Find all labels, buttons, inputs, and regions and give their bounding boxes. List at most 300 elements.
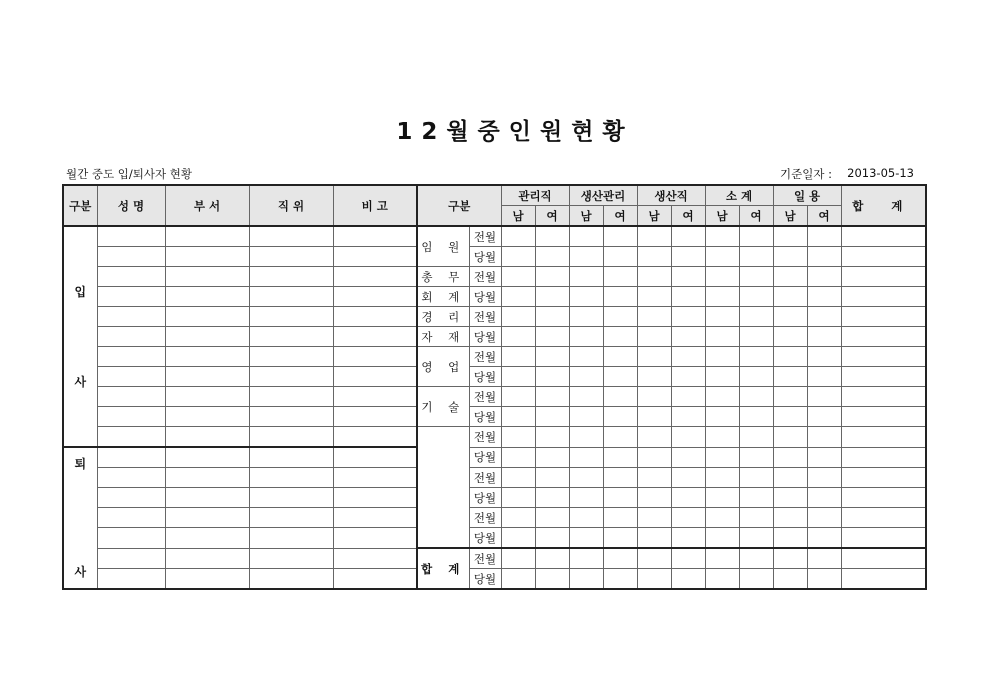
count-cell[interactable] xyxy=(841,488,926,508)
entry-cell[interactable] xyxy=(97,447,165,468)
count-cell[interactable] xyxy=(807,488,841,508)
count-cell[interactable] xyxy=(705,267,739,287)
entry-cell[interactable] xyxy=(249,367,333,387)
count-cell[interactable] xyxy=(671,267,705,287)
count-cell[interactable] xyxy=(807,508,841,528)
entry-cell[interactable] xyxy=(249,488,333,508)
section-out-char-2: 사 xyxy=(74,565,87,579)
row-period-label: 당월 xyxy=(469,447,501,468)
count-cell[interactable] xyxy=(705,287,739,307)
count-cell[interactable] xyxy=(603,427,637,448)
count-cell[interactable] xyxy=(841,528,926,549)
count-cell[interactable] xyxy=(807,427,841,448)
entry-cell[interactable] xyxy=(333,508,417,528)
entry-cell[interactable] xyxy=(97,347,165,367)
header-female: 여 xyxy=(535,206,569,227)
count-cell[interactable] xyxy=(671,468,705,488)
count-cell[interactable] xyxy=(501,427,535,448)
count-cell[interactable] xyxy=(569,548,603,569)
entry-cell[interactable] xyxy=(249,226,333,247)
section-in-char-2: 사 xyxy=(74,374,87,389)
count-cell[interactable] xyxy=(739,569,773,590)
count-cell[interactable] xyxy=(535,226,569,247)
count-cell[interactable] xyxy=(773,569,807,590)
count-cell[interactable] xyxy=(671,508,705,528)
count-cell[interactable] xyxy=(739,548,773,569)
entry-cell[interactable] xyxy=(165,347,249,367)
count-cell[interactable] xyxy=(535,287,569,307)
count-cell[interactable] xyxy=(807,569,841,590)
count-cell[interactable] xyxy=(807,468,841,488)
entry-cell[interactable] xyxy=(249,247,333,267)
count-cell[interactable] xyxy=(739,327,773,347)
count-cell[interactable] xyxy=(535,407,569,427)
count-cell[interactable] xyxy=(671,247,705,267)
count-cell[interactable] xyxy=(637,347,671,367)
entry-cell[interactable] xyxy=(97,367,165,387)
table-row xyxy=(63,307,926,327)
entry-cell[interactable] xyxy=(97,427,165,448)
entry-cell[interactable] xyxy=(333,528,417,549)
count-cell[interactable] xyxy=(739,387,773,407)
count-cell[interactable] xyxy=(535,548,569,569)
count-cell[interactable] xyxy=(637,327,671,347)
entry-cell[interactable] xyxy=(333,468,417,488)
count-cell[interactable] xyxy=(501,407,535,427)
entry-cell[interactable] xyxy=(249,387,333,407)
count-cell[interactable] xyxy=(739,267,773,287)
count-cell[interactable] xyxy=(705,427,739,448)
entry-cell[interactable] xyxy=(165,569,249,590)
count-cell[interactable] xyxy=(773,267,807,287)
count-cell[interactable] xyxy=(569,267,603,287)
count-cell[interactable] xyxy=(569,447,603,468)
header-female: 여 xyxy=(807,206,841,227)
entry-cell[interactable] xyxy=(165,307,249,327)
count-cell[interactable] xyxy=(773,247,807,267)
count-cell[interactable] xyxy=(807,307,841,327)
entry-cell[interactable] xyxy=(165,387,249,407)
count-cell[interactable] xyxy=(739,287,773,307)
count-cell[interactable] xyxy=(841,307,926,327)
count-cell[interactable] xyxy=(671,367,705,387)
count-cell[interactable] xyxy=(773,327,807,347)
entry-cell[interactable] xyxy=(165,287,249,307)
count-cell[interactable] xyxy=(569,367,603,387)
count-cell[interactable] xyxy=(807,247,841,267)
entry-cell[interactable] xyxy=(165,508,249,528)
count-cell[interactable] xyxy=(807,267,841,287)
entry-cell[interactable] xyxy=(165,327,249,347)
count-cell[interactable] xyxy=(739,528,773,549)
count-cell[interactable] xyxy=(603,347,637,367)
count-cell[interactable] xyxy=(671,307,705,327)
count-cell[interactable] xyxy=(671,287,705,307)
count-cell[interactable] xyxy=(569,407,603,427)
count-cell[interactable] xyxy=(637,447,671,468)
count-cell[interactable] xyxy=(739,447,773,468)
entry-cell[interactable] xyxy=(249,287,333,307)
count-cell[interactable] xyxy=(603,267,637,287)
row-period-label: 당월 xyxy=(469,528,501,549)
entry-cell[interactable] xyxy=(97,508,165,528)
count-cell[interactable] xyxy=(841,267,926,287)
count-cell[interactable] xyxy=(501,267,535,287)
count-cell[interactable] xyxy=(739,367,773,387)
entry-cell[interactable] xyxy=(249,327,333,347)
count-cell[interactable] xyxy=(637,548,671,569)
count-cell[interactable] xyxy=(705,387,739,407)
count-cell[interactable] xyxy=(535,367,569,387)
entry-cell[interactable] xyxy=(165,267,249,287)
row-period-label: 당월 xyxy=(469,327,501,347)
count-cell[interactable] xyxy=(501,367,535,387)
count-cell[interactable] xyxy=(671,327,705,347)
count-cell[interactable] xyxy=(739,427,773,448)
count-cell[interactable] xyxy=(637,267,671,287)
row-period-label: 전월 xyxy=(469,468,501,488)
entry-cell[interactable] xyxy=(97,569,165,590)
count-cell[interactable] xyxy=(603,488,637,508)
count-cell[interactable] xyxy=(603,327,637,347)
count-cell[interactable] xyxy=(535,347,569,367)
count-cell[interactable] xyxy=(569,427,603,448)
count-cell[interactable] xyxy=(569,287,603,307)
count-cell[interactable] xyxy=(501,447,535,468)
entry-cell[interactable] xyxy=(249,307,333,327)
count-cell[interactable] xyxy=(501,287,535,307)
count-cell[interactable] xyxy=(501,307,535,327)
row-period-label: 전월 xyxy=(469,307,501,327)
entry-cell[interactable] xyxy=(165,548,249,569)
count-cell[interactable] xyxy=(841,287,926,307)
entry-cell[interactable] xyxy=(249,347,333,367)
count-cell[interactable] xyxy=(569,569,603,590)
count-cell[interactable] xyxy=(773,226,807,247)
table-row xyxy=(63,488,926,508)
count-cell[interactable] xyxy=(535,327,569,347)
entry-cell[interactable] xyxy=(97,488,165,508)
count-cell[interactable] xyxy=(807,528,841,549)
entry-cell[interactable] xyxy=(165,488,249,508)
count-cell[interactable] xyxy=(739,247,773,267)
row-period-label: 당월 xyxy=(469,367,501,387)
count-cell[interactable] xyxy=(535,247,569,267)
count-cell[interactable] xyxy=(569,226,603,247)
entry-cell[interactable] xyxy=(249,407,333,427)
count-cell[interactable] xyxy=(501,247,535,267)
count-cell[interactable] xyxy=(773,407,807,427)
count-cell[interactable] xyxy=(807,548,841,569)
count-cell[interactable] xyxy=(841,427,926,448)
count-cell[interactable] xyxy=(603,548,637,569)
entry-cell[interactable] xyxy=(333,569,417,590)
count-cell[interactable] xyxy=(637,569,671,590)
count-cell[interactable] xyxy=(535,387,569,407)
table-row xyxy=(63,247,926,267)
count-cell[interactable] xyxy=(603,407,637,427)
count-cell[interactable] xyxy=(841,468,926,488)
entry-cell[interactable] xyxy=(249,468,333,488)
entry-cell[interactable] xyxy=(97,226,165,247)
count-cell[interactable] xyxy=(535,508,569,528)
count-cell[interactable] xyxy=(705,347,739,367)
count-cell[interactable] xyxy=(569,387,603,407)
count-cell[interactable] xyxy=(637,367,671,387)
count-cell[interactable] xyxy=(705,548,739,569)
count-cell[interactable] xyxy=(569,508,603,528)
entry-cell[interactable] xyxy=(97,327,165,347)
count-cell[interactable] xyxy=(705,247,739,267)
count-cell[interactable] xyxy=(637,528,671,549)
count-cell[interactable] xyxy=(535,528,569,549)
count-cell[interactable] xyxy=(535,307,569,327)
count-cell[interactable] xyxy=(637,508,671,528)
count-cell[interactable] xyxy=(569,528,603,549)
count-cell[interactable] xyxy=(569,327,603,347)
count-cell[interactable] xyxy=(535,488,569,508)
count-cell[interactable] xyxy=(603,226,637,247)
entry-cell[interactable] xyxy=(333,287,417,307)
count-cell[interactable] xyxy=(773,528,807,549)
count-cell[interactable] xyxy=(671,407,705,427)
count-cell[interactable] xyxy=(637,247,671,267)
count-cell[interactable] xyxy=(501,347,535,367)
count-cell[interactable] xyxy=(807,387,841,407)
entry-cell[interactable] xyxy=(97,387,165,407)
entry-cell[interactable] xyxy=(165,367,249,387)
entry-cell[interactable] xyxy=(333,247,417,267)
entry-cell[interactable] xyxy=(333,548,417,569)
count-cell[interactable] xyxy=(501,468,535,488)
count-cell[interactable] xyxy=(739,407,773,427)
count-cell[interactable] xyxy=(671,226,705,247)
entry-cell[interactable] xyxy=(97,287,165,307)
count-cell[interactable] xyxy=(501,508,535,528)
count-cell[interactable] xyxy=(705,468,739,488)
entry-cell[interactable] xyxy=(249,427,333,448)
entry-cell[interactable] xyxy=(165,247,249,267)
count-cell[interactable] xyxy=(807,367,841,387)
count-cell[interactable] xyxy=(739,226,773,247)
count-cell[interactable] xyxy=(773,468,807,488)
section-in-label xyxy=(63,226,97,447)
entry-cell[interactable] xyxy=(165,226,249,247)
entry-cell[interactable] xyxy=(333,367,417,387)
count-cell[interactable] xyxy=(841,327,926,347)
count-cell[interactable] xyxy=(807,327,841,347)
entry-cell[interactable] xyxy=(97,407,165,427)
count-cell[interactable] xyxy=(501,387,535,407)
count-cell[interactable] xyxy=(569,307,603,327)
entry-cell[interactable] xyxy=(333,226,417,247)
entry-cell[interactable] xyxy=(333,447,417,468)
count-cell[interactable] xyxy=(807,226,841,247)
count-cell[interactable] xyxy=(603,287,637,307)
count-cell[interactable] xyxy=(705,447,739,468)
count-cell[interactable] xyxy=(501,548,535,569)
count-cell[interactable] xyxy=(773,387,807,407)
count-cell[interactable] xyxy=(705,407,739,427)
count-cell[interactable] xyxy=(807,287,841,307)
count-cell[interactable] xyxy=(501,528,535,549)
count-cell[interactable] xyxy=(603,508,637,528)
count-cell[interactable] xyxy=(535,267,569,287)
entry-cell[interactable] xyxy=(97,548,165,569)
count-cell[interactable] xyxy=(637,427,671,448)
entry-cell[interactable] xyxy=(333,267,417,287)
count-cell[interactable] xyxy=(637,226,671,247)
count-cell[interactable] xyxy=(671,528,705,549)
count-cell[interactable] xyxy=(569,468,603,488)
entry-cell[interactable] xyxy=(97,528,165,549)
entry-cell[interactable] xyxy=(249,569,333,590)
entry-cell[interactable] xyxy=(333,407,417,427)
count-cell[interactable] xyxy=(637,287,671,307)
count-cell[interactable] xyxy=(705,226,739,247)
row-period-label: 전월 xyxy=(469,427,501,448)
count-cell[interactable] xyxy=(603,307,637,327)
entry-cell[interactable] xyxy=(97,267,165,287)
row-period-label: 전월 xyxy=(469,226,501,247)
count-cell[interactable] xyxy=(637,307,671,327)
count-cell[interactable] xyxy=(535,569,569,590)
row-group-label xyxy=(417,427,469,549)
count-cell[interactable] xyxy=(773,427,807,448)
reference-date-value: 2013-05-13 xyxy=(847,166,914,180)
entry-cell[interactable] xyxy=(333,427,417,448)
count-cell[interactable] xyxy=(705,307,739,327)
entry-cell[interactable] xyxy=(165,427,249,448)
count-cell[interactable] xyxy=(637,387,671,407)
count-cell[interactable] xyxy=(569,247,603,267)
count-cell[interactable] xyxy=(501,226,535,247)
page-title: 12월중인원현황 xyxy=(396,119,634,145)
header-male: 남 xyxy=(569,206,603,227)
header-name: 성 명 xyxy=(97,185,165,226)
row-period-label: 당월 xyxy=(469,287,501,307)
count-cell[interactable] xyxy=(841,508,926,528)
count-cell[interactable] xyxy=(501,488,535,508)
count-cell[interactable] xyxy=(637,468,671,488)
entry-cell[interactable] xyxy=(97,468,165,488)
count-cell[interactable] xyxy=(807,447,841,468)
count-cell[interactable] xyxy=(637,407,671,427)
count-cell[interactable] xyxy=(841,447,926,468)
entry-cell[interactable] xyxy=(333,327,417,347)
entry-cell[interactable] xyxy=(97,307,165,327)
entry-cell[interactable] xyxy=(249,447,333,468)
count-cell[interactable] xyxy=(841,226,926,247)
count-cell[interactable] xyxy=(603,468,637,488)
count-cell[interactable] xyxy=(807,407,841,427)
count-cell[interactable] xyxy=(841,569,926,590)
count-cell[interactable] xyxy=(807,347,841,367)
count-cell[interactable] xyxy=(705,528,739,549)
header-position: 직 위 xyxy=(249,185,333,226)
count-cell[interactable] xyxy=(535,427,569,448)
entry-cell[interactable] xyxy=(165,447,249,468)
count-cell[interactable] xyxy=(671,427,705,448)
entry-cell[interactable] xyxy=(97,247,165,267)
count-cell[interactable] xyxy=(501,569,535,590)
count-cell[interactable] xyxy=(773,488,807,508)
header-department: 부 서 xyxy=(165,185,249,226)
entry-cell[interactable] xyxy=(249,508,333,528)
count-cell[interactable] xyxy=(535,468,569,488)
count-cell[interactable] xyxy=(841,407,926,427)
count-cell[interactable] xyxy=(773,367,807,387)
entry-cell[interactable] xyxy=(165,528,249,549)
count-cell[interactable] xyxy=(705,367,739,387)
count-cell[interactable] xyxy=(773,508,807,528)
entry-cell[interactable] xyxy=(165,468,249,488)
count-cell[interactable] xyxy=(637,488,671,508)
count-cell[interactable] xyxy=(569,347,603,367)
table-row xyxy=(63,447,926,468)
count-cell[interactable] xyxy=(671,488,705,508)
count-cell[interactable] xyxy=(603,569,637,590)
count-cell[interactable] xyxy=(501,327,535,347)
count-cell[interactable] xyxy=(841,247,926,267)
count-cell[interactable] xyxy=(841,347,926,367)
count-cell[interactable] xyxy=(773,347,807,367)
count-cell[interactable] xyxy=(739,307,773,327)
entry-cell[interactable] xyxy=(165,407,249,427)
entry-cell[interactable] xyxy=(333,307,417,327)
count-cell[interactable] xyxy=(671,569,705,590)
count-cell[interactable] xyxy=(603,528,637,549)
entry-cell[interactable] xyxy=(249,548,333,569)
count-cell[interactable] xyxy=(773,307,807,327)
count-cell[interactable] xyxy=(705,327,739,347)
count-cell[interactable] xyxy=(603,387,637,407)
count-cell[interactable] xyxy=(773,287,807,307)
count-cell[interactable] xyxy=(705,488,739,508)
count-cell[interactable] xyxy=(603,447,637,468)
count-cell[interactable] xyxy=(569,488,603,508)
count-cell[interactable] xyxy=(773,447,807,468)
count-cell[interactable] xyxy=(671,447,705,468)
count-cell[interactable] xyxy=(739,468,773,488)
count-cell[interactable] xyxy=(603,247,637,267)
count-cell[interactable] xyxy=(705,569,739,590)
count-cell[interactable] xyxy=(535,447,569,468)
count-cell[interactable] xyxy=(671,387,705,407)
count-cell[interactable] xyxy=(603,367,637,387)
entry-cell[interactable] xyxy=(333,347,417,367)
count-cell[interactable] xyxy=(773,548,807,569)
count-cell[interactable] xyxy=(705,508,739,528)
count-cell[interactable] xyxy=(739,347,773,367)
entry-cell[interactable] xyxy=(249,267,333,287)
count-cell[interactable] xyxy=(841,548,926,569)
entry-cell[interactable] xyxy=(249,528,333,549)
count-cell[interactable] xyxy=(671,347,705,367)
table-row xyxy=(63,427,926,448)
count-cell[interactable] xyxy=(739,488,773,508)
entry-cell[interactable] xyxy=(333,387,417,407)
entry-cell[interactable] xyxy=(333,488,417,508)
section-out-label xyxy=(63,447,97,589)
count-cell[interactable] xyxy=(671,548,705,569)
table-row xyxy=(63,548,926,569)
count-cell[interactable] xyxy=(841,367,926,387)
count-cell[interactable] xyxy=(739,508,773,528)
count-cell[interactable] xyxy=(841,387,926,407)
row-period-label: 전월 xyxy=(469,548,501,569)
table-row xyxy=(63,387,926,407)
